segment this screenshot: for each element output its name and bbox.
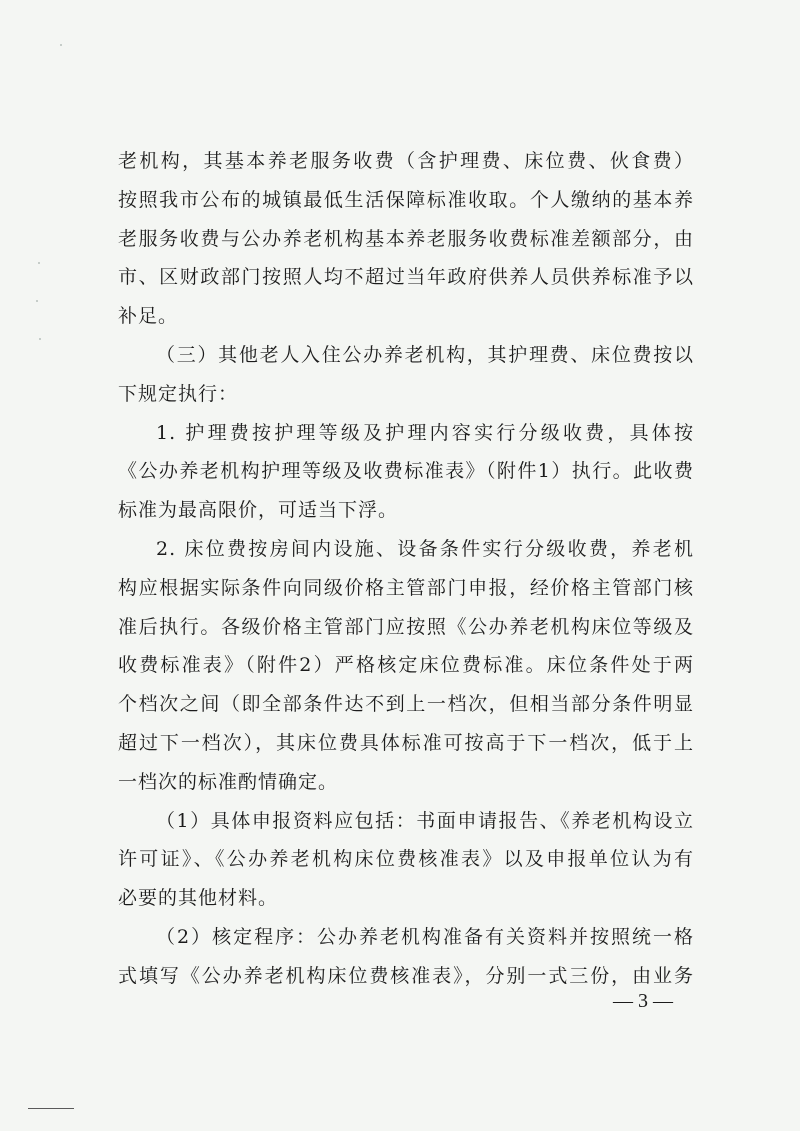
text-line: 一档次的标准酌情确定。 bbox=[118, 770, 339, 793]
text-line: 准后执行。各级价格主管部门应按照《公办养老机构床位等级及 bbox=[118, 615, 694, 638]
text-line: 老服务收费与公办养老机构基本养老服务收费标准差额部分，由 bbox=[118, 227, 694, 250]
paragraph-first-line: （1）具体申报资料应包括：书面申请报告、《养老机构设立 bbox=[156, 809, 694, 832]
text-line: 个档次之间（即全部条件达不到上一档次，但相当部分条件明显 bbox=[118, 693, 694, 716]
scan-speck bbox=[38, 262, 40, 264]
scan-speck bbox=[36, 300, 38, 302]
text-line: 构应根据实际条件向同级价格主管部门申报，经价格主管部门核 bbox=[118, 576, 694, 599]
scan-speck bbox=[60, 44, 62, 46]
paragraph-first-line: （2）核定程序：公办养老机构准备有关资料并按照统一格 bbox=[156, 925, 694, 948]
text-line: 按照我市公布的城镇最低生活保障标准收取。个人缴纳的基本养 bbox=[118, 188, 694, 211]
text-line: 市、区财政部门按照人均不超过当年政府供养人员供养标准予以 bbox=[118, 266, 694, 289]
text-line: 必要的其他材料。 bbox=[118, 887, 279, 910]
text-line: 下规定执行： bbox=[118, 382, 239, 405]
paragraph-first-line: （三）其他老人入住公办养老机构，其护理费、床位费按以 bbox=[156, 343, 694, 366]
paragraph-first-line: 2. 床位费按房间内设施、设备条件实行分级收费，养老机 bbox=[156, 537, 694, 560]
text-line: 收费标准表》（附件2）严格核定床位费标准。床位条件处于两 bbox=[118, 654, 694, 677]
text-line: 补足。 bbox=[118, 305, 179, 328]
text-line: 《公办养老机构护理等级及收费标准表》（附件1）执行。此收费 bbox=[118, 460, 694, 483]
text-line: 老机构，其基本养老服务收费（含护理费、床位费、伙食费） bbox=[118, 150, 694, 172]
text-line: 超过下一档次），其床位费具体标准可按高于下一档次，低于上 bbox=[118, 731, 694, 754]
paragraph-first-line: 1. 护理费按护理等级及护理内容实行分级收费，具体按 bbox=[156, 421, 694, 444]
page-number: — 3 — bbox=[613, 990, 673, 1012]
scan-speck bbox=[39, 338, 41, 340]
text-line: 式填写《公办养老机构床位费核准表》，分别一式三份，由业务 bbox=[118, 964, 694, 987]
text-line: 标准为最高限价，可适当下浮。 bbox=[118, 499, 399, 522]
scan-edge-mark bbox=[28, 1108, 74, 1109]
text-line: 许可证》、《公办养老机构床位费核准表》以及申报单位认为有 bbox=[118, 848, 694, 871]
body-text bbox=[118, 142, 694, 996]
